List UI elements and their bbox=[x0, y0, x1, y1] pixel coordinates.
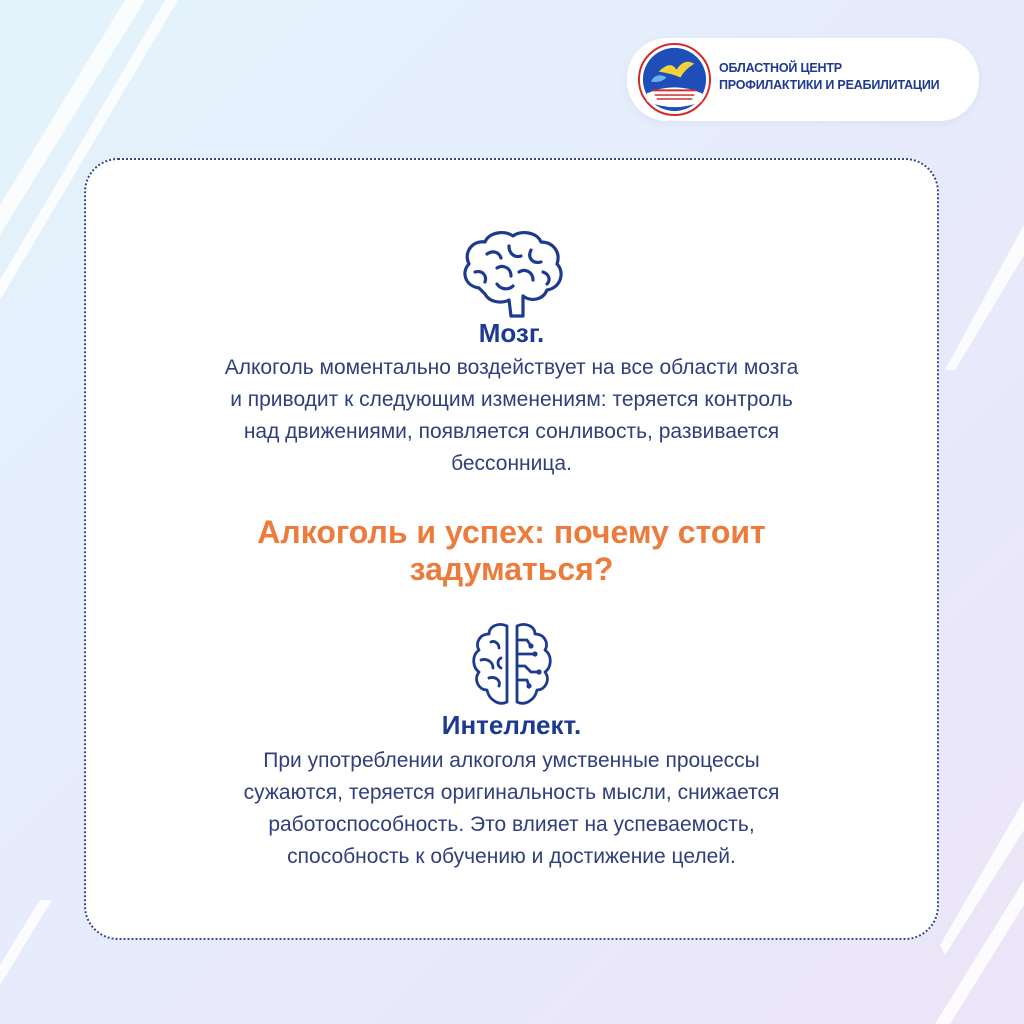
section-title-brain: Мозг. bbox=[478, 318, 545, 348]
section-text-brain bbox=[146, 352, 877, 480]
headline bbox=[86, 514, 937, 588]
organization-name bbox=[719, 60, 975, 94]
circuit-brain-icon bbox=[469, 620, 555, 710]
brain-icon bbox=[457, 228, 567, 320]
text-line: При употреблении алкоголя умственные процессы bbox=[263, 749, 760, 772]
organization-logo-badge bbox=[627, 38, 979, 121]
info-card bbox=[84, 158, 939, 940]
section-title-intellect: Интеллект. bbox=[441, 710, 582, 740]
organization-name-line: ОБЛАСТНОЙ ЦЕНТР bbox=[719, 61, 842, 75]
text-line: работоспособность. Это влияет на успеваемость, bbox=[268, 813, 755, 836]
text-line: и приводит к следующим изменениям: теряется контроль bbox=[230, 388, 793, 411]
organization-name-line: ПРОФИЛАКТИКИ И РЕАБИЛИТАЦИИ bbox=[719, 78, 940, 92]
headline-line: Алкоголь и успех: почему стоит bbox=[257, 514, 766, 550]
text-line: сужаются, теряется оригинальность мысли, снижается bbox=[243, 781, 780, 804]
text-line: способность к обучению и достижение целей. bbox=[287, 845, 736, 868]
organization-emblem-icon bbox=[637, 42, 712, 117]
text-line: Алкоголь моментально воздействует на все области мозга bbox=[224, 356, 799, 379]
section-text-intellect bbox=[146, 745, 877, 873]
text-line: бессонница. bbox=[451, 452, 572, 475]
text-line: над движениями, появляется сонливость, развивается bbox=[243, 420, 780, 443]
headline-line: задуматься? bbox=[409, 551, 614, 587]
